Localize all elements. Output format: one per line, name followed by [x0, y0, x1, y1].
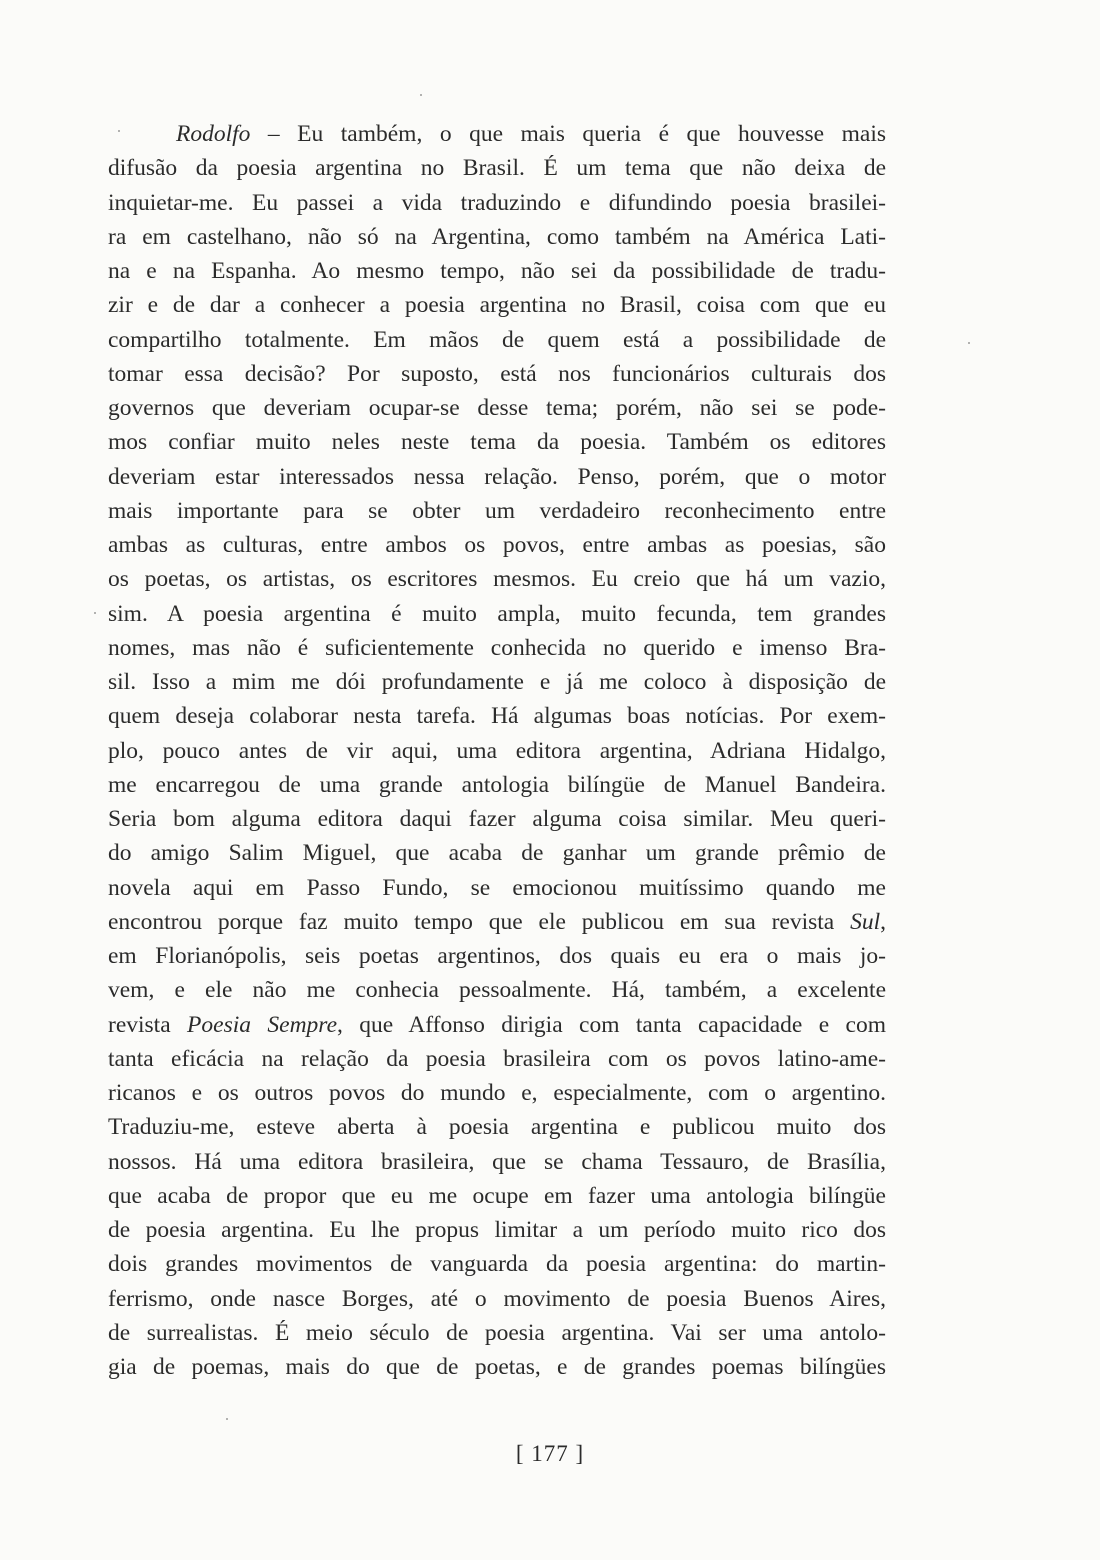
- scan-speck: [226, 1418, 228, 1420]
- text-line: nossos. Há uma editora brasileira, que se chama Tessauro, de Brasília,: [108, 1148, 886, 1175]
- text-line: quem deseja colaborar nesta tarefa. Há algumas boas notícias. Por exem-: [108, 703, 886, 730]
- text-line: Traduziu-me, esteve aberta à poesia argentina e publicou muito dos: [108, 1114, 886, 1141]
- text-line: ricanos e os outros povos do mundo e, especialmente, com o argentino.: [108, 1080, 886, 1106]
- text-line: de poesia argentina. Eu lhe propus limitar a um período muito rico dos: [108, 1217, 886, 1243]
- text-line: sim. A poesia argentina é muito ampla, muito fecunda, tem grandes: [108, 600, 886, 627]
- text-line: tomar essa decisão? Por suposto, está nos funcionários culturais dos: [108, 360, 886, 387]
- text-line: vem, e ele não me conhecia pessoalmente. Há, também, a excelente: [108, 977, 886, 1004]
- speaker-name: Rodolfo: [176, 121, 251, 147]
- italic-title: Poesia Sempre: [187, 1011, 338, 1038]
- text-line: em Florianópolis, seis poetas argentinos, dos quais eu era o mais jo-: [108, 943, 886, 969]
- text-line: ra em castelhano, não só na Argentina, como também na América Lati-: [108, 223, 886, 250]
- text-line: nomes, mas não é suficientemente conhecida no querido e imenso Bra-: [108, 634, 886, 661]
- text-line: mais importante para se obter um verdadeiro reconhecimento entre: [108, 497, 886, 524]
- text-line: difusão da poesia argentina no Brasil. É um tema que não deixa de: [108, 155, 886, 182]
- text-line: sil. Isso a mim me dói profundamente e já me coloco à disposição de: [108, 669, 886, 695]
- text-line: inquietar-me. Eu passei a vida traduzindo e difundindo poesia brasilei-: [108, 189, 886, 216]
- text-line: Seria bom alguma editora daqui fazer alguma coisa similar. Meu queri-: [108, 806, 886, 832]
- text-line: deveriam estar interessados nessa relação. Penso, porém, que o motor: [108, 463, 886, 490]
- text-line: encontrou porque faz muito tempo que ele publicou em sua revista Sul,: [108, 908, 886, 935]
- text-line: ferrismo, onde nasce Borges, até o movimento de poesia Buenos Aires,: [108, 1285, 886, 1312]
- text-line: mos confiar muito neles neste tema da poesia. Também os editores: [108, 429, 886, 456]
- text-line: me encarregou de uma grande antologia bilíngüe de Manuel Bandeira.: [108, 771, 886, 798]
- text-line: que acaba de propor que eu me ocupe em fazer uma antologia bilíngüe: [108, 1182, 886, 1209]
- text-line: gia de poemas, mais do que de poetas, e de grandes poemas bilíngües: [108, 1354, 886, 1380]
- italic-title: Sul: [850, 908, 881, 935]
- page-number: [ 177 ]: [515, 1441, 585, 1466]
- text-line: os poetas, os artistas, os escritores mesmos. Eu creio que há um vazio,: [108, 566, 886, 593]
- text-line: de surrealistas. É meio século de poesia argentina. Vai ser uma antolo-: [108, 1319, 886, 1346]
- scan-speck: [968, 342, 970, 344]
- text-line: revista Poesia Sempre, que Affonso dirigia com tanta capacidade e com: [108, 1011, 886, 1038]
- body-text: [108, 117, 886, 1384]
- text-line: na e na Espanha. Ao mesmo tempo, não sei da possibilidade de tradu-: [108, 258, 886, 284]
- text-line: governos que deveriam ocupar-se desse tema; porém, não sei se pode-: [108, 395, 886, 421]
- text-line: dois grandes movimentos de vanguarda da poesia argentina: do martin-: [108, 1251, 886, 1278]
- text-line: compartilho totalmente. Em mãos de quem está a possibilidade de: [108, 326, 886, 353]
- scan-speck: [94, 612, 96, 614]
- scan-speck: [420, 94, 422, 96]
- text-line: Rodolfo – Eu também, o que mais queria é que houvesse mais: [176, 121, 886, 147]
- text-line: tanta eficácia na relação da poesia brasileira com os povos latino-ame-: [108, 1045, 886, 1072]
- text-line: plo, pouco antes de vir aqui, uma editora argentina, Adriana Hidalgo,: [108, 737, 886, 764]
- text-line: do amigo Salim Miguel, que acaba de ganhar um grande prêmio de: [108, 840, 886, 867]
- text-line: ambas as culturas, entre ambos os povos, entre ambas as poesias, são: [108, 532, 886, 558]
- text-line: zir e de dar a conhecer a poesia argentina no Brasil, coisa com que eu: [108, 292, 886, 319]
- text-line: novela aqui em Passo Fundo, se emocionou muitíssimo quando me: [108, 874, 886, 901]
